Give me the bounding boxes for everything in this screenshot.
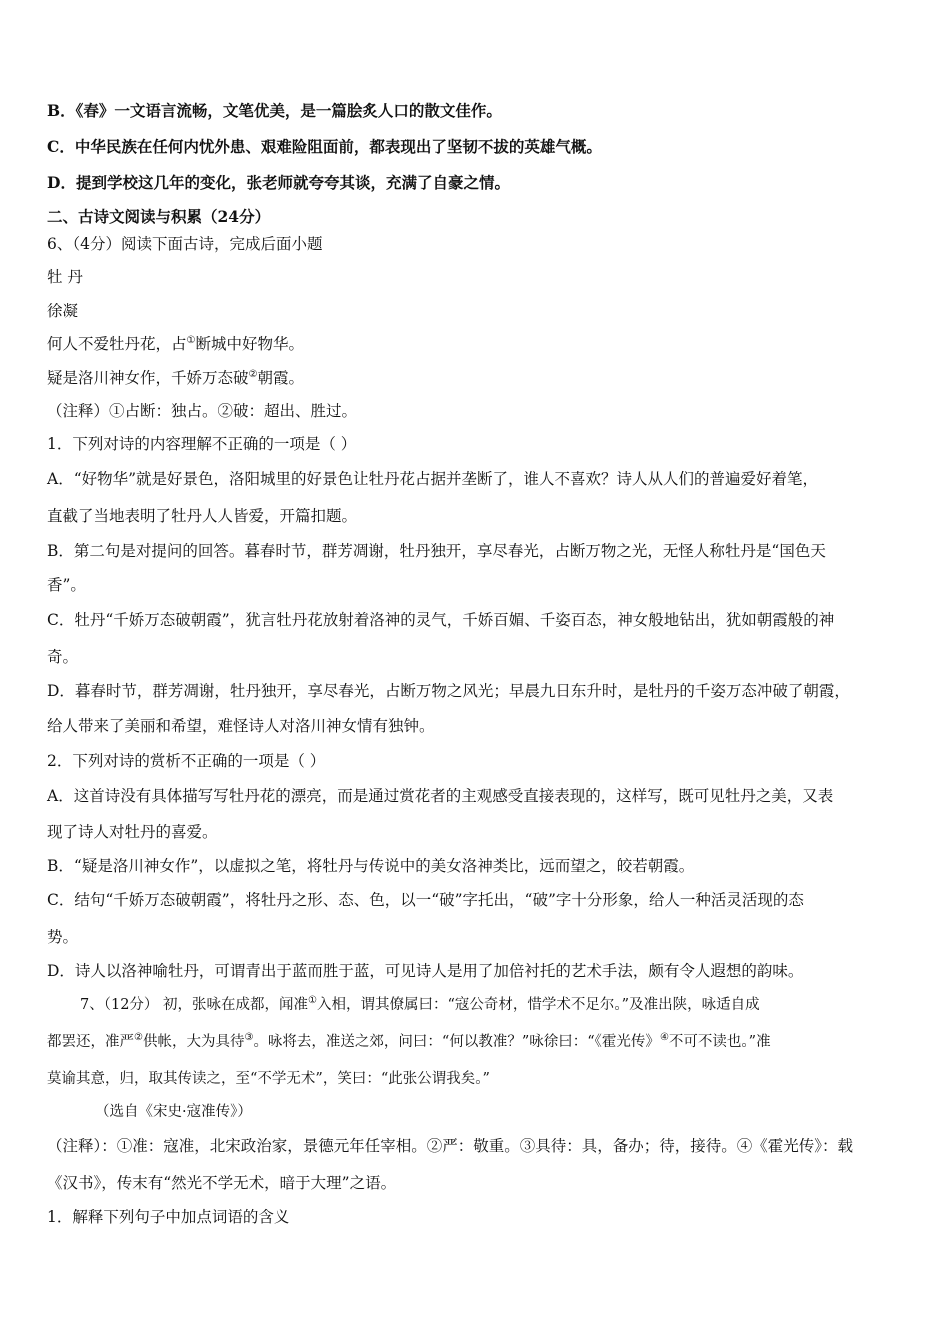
q7-sub1-stem: 1．解释下列句子中加点词语的含义 (47, 1208, 290, 1226)
q7-passage-line-2 (47, 1032, 907, 1052)
q6-sub1-option-c: C．牡丹“千娇万态破朝霞”，犹言牡丹花放射着洛神的灵气，千娇百媚、千姿百态，神女般地钻出，犹如朝霞般的神 (47, 611, 835, 629)
q5-option-b: B．《春》一文语言流畅，文笔优美，是一篇脍炙人口的散文佳作。 (47, 101, 502, 120)
q6-sub2-option-a: A．这首诗没有具体描写写牡丹花的漂亮，而是通过赏花者的主观感受直接表现的，这样写，既可见牡丹之美，又表 (47, 787, 834, 805)
poem-line-2-a: 疑是洛川神女作，千娇万态破 (47, 369, 249, 387)
q7-text: 7、（12分） 初，张咏在成都，闻准 (80, 997, 309, 1013)
q7-text: 都罢还，准严 (47, 1034, 134, 1050)
poem-notes: （注释）①占断：独占。②破：超出、胜过。 (47, 402, 358, 420)
q6-sub2-option-c-cont: 势。 (47, 928, 79, 946)
q7-text: 不可不读也。”准 (668, 1034, 771, 1050)
poem-author: 徐凝 (47, 302, 79, 320)
q6-sub2-option-d: D．诗人以洛神喻牡丹，可谓青出于蓝而胜于蓝，可见诗人是用了加倍衬托的艺术手法，颇有令人遐想的韵味。 (47, 962, 804, 980)
q7-text: 。咏将去，准送之郊，问曰：“何以教准？”咏徐曰：“《霍光传》 (253, 1034, 660, 1050)
q6-sub1-option-d-cont: 给人带来了美丽和希望，难怪诗人对洛川神女情有独钟。 (47, 717, 435, 735)
q5-option-d: D．提到学校这几年的变化，张老师就夸夸其谈，充满了自豪之情。 (47, 173, 510, 192)
q6-intro: 6、（4分）阅读下面古诗，完成后面小题 (47, 235, 323, 253)
q7-text: 入相，谓其僚属曰：“寇公奇材，惜学术不足尔。”及准出陕，咏适自成 (317, 997, 760, 1013)
q6-sub2-stem: 2．下列对诗的赏析不正确的一项是（ ） (47, 752, 326, 770)
q6-sub2-option-b: B．“疑是洛川神女作”，以虚拟之笔，将牡丹与传说中的美女洛神类比，远而望之，皎若朝霞。 (47, 857, 695, 875)
poem-line-2-b: 朝霞。 (257, 369, 304, 387)
note-marker: ② (134, 1032, 143, 1044)
q6-sub2-option-c: C．结句“千娇万态破朝霞”，将牡丹之形、态、色，以一“破”字托出，“破”字十分形象，给人一种活灵活现的态 (47, 891, 804, 909)
q7-source: （选自《宋史·寇准传》） (95, 1104, 252, 1120)
note-marker: ① (186, 334, 196, 346)
q7-text: 供帐，大为具待 (142, 1034, 245, 1050)
q6-sub2-option-a-cont: 现了诗人对牡丹的喜爱。 (47, 823, 218, 841)
q6-sub1-stem: 1．下列对诗的内容理解不正确的一项是（ ） (47, 435, 357, 453)
q6-sub1-option-b: B．第二句是对提问的回答。暮春时节，群芳凋谢，牡丹独开，享尽春光，占断万物之光，无怪人称牡丹是“国色天 (47, 542, 826, 560)
q7-notes-cont: 《汉书》，传末有“然光不学无术，暗于大理”之语。 (47, 1174, 397, 1192)
q7-passage-line-3: 莫谕其意，归，取其传读之，至“不学无术”，笑曰：“此张公谓我矣。” (47, 1071, 490, 1087)
poem-line-2 (47, 368, 907, 388)
q6-sub1-option-a-cont: 直截了当地表明了牡丹人人皆爱，开篇扣题。 (47, 507, 358, 525)
note-marker: ④ (659, 1032, 669, 1044)
q7-passage-line-1 (80, 995, 907, 1015)
q6-sub1-option-a: A．“好物华”就是好景色，洛阳城里的好景色让牡丹花占据并垄断了，谁人不喜欢？诗人从人们的普遍爱好着笔， (47, 470, 819, 488)
note-marker: ① (308, 995, 318, 1007)
section-heading: 二、古诗文阅读与积累（24分） (47, 207, 271, 226)
q6-sub1-option-c-cont: 奇。 (47, 648, 79, 666)
q5-option-c: C．中华民族在任何内忧外患、艰难险阻面前，都表现出了坚韧不拔的英雄气概。 (47, 137, 602, 156)
poem-line-1-a: 何人不爱牡丹花，占 (47, 335, 187, 353)
poem-title: 牡 丹 (47, 268, 83, 286)
q6-sub1-option-b-cont: 香”。 (47, 576, 86, 594)
q6-sub1-option-d: D．暮春时节，群芳凋谢，牡丹独开，享尽春光，占断万物之风光；早晨九日东升时，是牡丹的千姿万态冲破了朝霞， (47, 682, 850, 700)
note-marker: ② (248, 368, 258, 380)
poem-line-1 (47, 334, 907, 354)
poem-line-1-b: 断城中好物华。 (195, 335, 304, 353)
note-marker: ③ (244, 1032, 254, 1044)
q7-notes: （注释）：①准：寇准，北宋政治家，景德元年任宰相。②严：敬重。③具待：具，备办；待，接待。④《霍光传》：载 (47, 1137, 854, 1155)
